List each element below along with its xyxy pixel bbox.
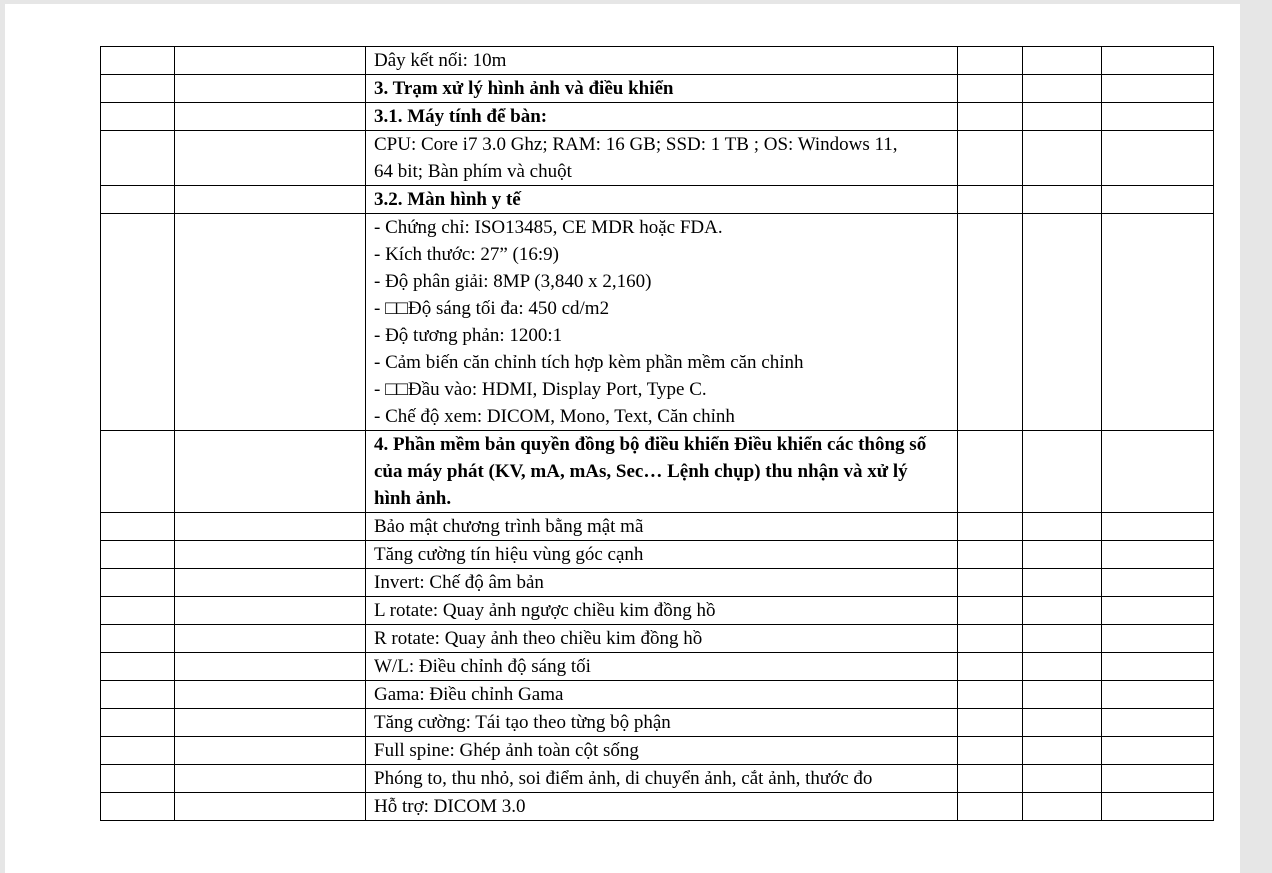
table-row: [101, 186, 1214, 214]
empty-cell: [1102, 431, 1214, 513]
empty-cell: [175, 186, 366, 214]
empty-cell: [1102, 75, 1214, 103]
description-cell: Tăng cường tín hiệu vùng góc cạnh: [366, 541, 958, 569]
empty-cell: [175, 765, 366, 793]
empty-cell: [958, 186, 1023, 214]
description-cell: L rotate: Quay ảnh ngược chiều kim đồng hồ: [366, 597, 958, 625]
empty-cell: [1023, 625, 1102, 653]
table-row: [101, 569, 1214, 597]
description-line: - Độ tương phản: 1200:1: [374, 325, 563, 346]
description-line: của máy phát (KV, mA, mAs, Sec… Lệnh chụp) thu nhận và xử lý: [374, 461, 908, 482]
description-cell: 3. Trạm xử lý hình ảnh và điều khiển: [366, 75, 958, 103]
empty-cell: [1102, 541, 1214, 569]
table-row: [101, 513, 1214, 541]
empty-cell: [1102, 47, 1214, 75]
empty-cell: [101, 75, 175, 103]
empty-cell: [958, 681, 1023, 709]
empty-cell: [958, 709, 1023, 737]
description-cell: Phóng to, thu nhỏ, soi điểm ảnh, di chuyển ảnh, cắt ảnh, thước đo: [366, 765, 958, 793]
empty-cell: [1102, 681, 1214, 709]
empty-cell: [1023, 681, 1102, 709]
empty-cell: [1023, 103, 1102, 131]
empty-cell: [175, 681, 366, 709]
empty-cell: [175, 103, 366, 131]
empty-cell: [175, 214, 366, 431]
table-row: [101, 214, 1214, 431]
empty-cell: [958, 214, 1023, 431]
empty-cell: [1102, 513, 1214, 541]
empty-cell: [101, 765, 175, 793]
empty-cell: [101, 625, 175, 653]
empty-cell: [175, 541, 366, 569]
empty-cell: [175, 431, 366, 513]
empty-cell: [101, 513, 175, 541]
description-cell: [366, 431, 958, 513]
empty-cell: [958, 103, 1023, 131]
description-cell: 3.2. Màn hình y tế: [366, 186, 958, 214]
empty-cell: [1023, 431, 1102, 513]
empty-cell: [101, 737, 175, 765]
empty-cell: [175, 793, 366, 821]
empty-cell: [175, 625, 366, 653]
empty-cell: [175, 131, 366, 186]
table-row: [101, 541, 1214, 569]
description-cell: Tăng cường: Tái tạo theo từng bộ phận: [366, 709, 958, 737]
description-cell: [366, 214, 958, 431]
description-line: - □□Độ sáng tối đa: 450 cd/m2: [374, 298, 610, 319]
empty-cell: [1023, 131, 1102, 186]
empty-cell: [101, 214, 175, 431]
empty-cell: [1102, 214, 1214, 431]
empty-cell: [958, 597, 1023, 625]
description-line: - Độ phân giải: 8MP (3,840 x 2,160): [374, 271, 652, 292]
description-cell: 3.1. Máy tính để bàn:: [366, 103, 958, 131]
empty-cell: [1102, 186, 1214, 214]
empty-cell: [101, 47, 175, 75]
empty-cell: [101, 569, 175, 597]
empty-cell: [1023, 541, 1102, 569]
empty-cell: [1023, 653, 1102, 681]
empty-cell: [175, 653, 366, 681]
description-line: 64 bit; Bàn phím và chuột: [374, 161, 572, 182]
empty-cell: [101, 653, 175, 681]
empty-cell: [958, 569, 1023, 597]
table-row: [101, 709, 1214, 737]
empty-cell: [101, 681, 175, 709]
description-cell: Hỗ trợ: DICOM 3.0: [366, 793, 958, 821]
description-cell: Full spine: Ghép ảnh toàn cột sống: [366, 737, 958, 765]
table-row: [101, 47, 1214, 75]
empty-cell: [101, 541, 175, 569]
empty-cell: [175, 47, 366, 75]
description-cell: Invert: Chế độ âm bản: [366, 569, 958, 597]
table-row: [101, 653, 1214, 681]
empty-cell: [101, 131, 175, 186]
table-row: [101, 793, 1214, 821]
empty-cell: [1102, 131, 1214, 186]
empty-cell: [1102, 765, 1214, 793]
empty-cell: [1102, 103, 1214, 131]
description-cell: Dây kết nối: 10m: [366, 47, 958, 75]
empty-cell: [1102, 793, 1214, 821]
empty-cell: [101, 709, 175, 737]
description-line: CPU: Core i7 3.0 Ghz; RAM: 16 GB; SSD: 1 TB ; OS: Windows 11,: [374, 134, 898, 155]
table-row: [101, 75, 1214, 103]
empty-cell: [101, 103, 175, 131]
table-row: [101, 625, 1214, 653]
table-row: [101, 431, 1214, 513]
empty-cell: [1102, 709, 1214, 737]
empty-cell: [175, 709, 366, 737]
description-line: - □□Đầu vào: HDMI, Display Port, Type C.: [374, 379, 707, 400]
description-line: hình ảnh.: [374, 488, 452, 509]
specification-table-body: [101, 47, 1214, 821]
empty-cell: [958, 765, 1023, 793]
description-cell: Gama: Điều chỉnh Gama: [366, 681, 958, 709]
empty-cell: [1023, 513, 1102, 541]
empty-cell: [958, 75, 1023, 103]
table-row: [101, 737, 1214, 765]
description-line: - Kích thước: 27” (16:9): [374, 244, 559, 265]
empty-cell: [1023, 597, 1102, 625]
empty-cell: [101, 793, 175, 821]
table-row: [101, 103, 1214, 131]
description-cell: Bảo mật chương trình bằng mật mã: [366, 513, 958, 541]
table-row: [101, 131, 1214, 186]
empty-cell: [101, 186, 175, 214]
empty-cell: [1023, 737, 1102, 765]
description-line: - Chứng chỉ: ISO13485, CE MDR hoặc FDA.: [374, 217, 723, 238]
description-cell: R rotate: Quay ảnh theo chiều kim đồng hồ: [366, 625, 958, 653]
empty-cell: [101, 597, 175, 625]
empty-cell: [1102, 625, 1214, 653]
empty-cell: [175, 513, 366, 541]
empty-cell: [175, 737, 366, 765]
empty-cell: [1023, 186, 1102, 214]
empty-cell: [1102, 597, 1214, 625]
empty-cell: [1023, 214, 1102, 431]
specification-table: [100, 46, 1214, 821]
empty-cell: [175, 597, 366, 625]
empty-cell: [958, 737, 1023, 765]
empty-cell: [101, 431, 175, 513]
table-row: [101, 765, 1214, 793]
empty-cell: [1102, 653, 1214, 681]
empty-cell: [958, 431, 1023, 513]
table-row: [101, 597, 1214, 625]
empty-cell: [175, 569, 366, 597]
empty-cell: [958, 541, 1023, 569]
empty-cell: [1023, 569, 1102, 597]
empty-cell: [958, 653, 1023, 681]
empty-cell: [1023, 709, 1102, 737]
empty-cell: [958, 513, 1023, 541]
table-row: [101, 681, 1214, 709]
empty-cell: [1023, 765, 1102, 793]
empty-cell: [1023, 75, 1102, 103]
empty-cell: [958, 131, 1023, 186]
empty-cell: [1102, 569, 1214, 597]
description-line: - Cảm biến căn chỉnh tích hợp kèm phần mềm căn chỉnh: [374, 352, 804, 373]
empty-cell: [958, 793, 1023, 821]
empty-cell: [958, 625, 1023, 653]
empty-cell: [1023, 47, 1102, 75]
description-cell: [366, 131, 958, 186]
document-page: [5, 4, 1240, 873]
empty-cell: [1102, 737, 1214, 765]
empty-cell: [1023, 793, 1102, 821]
description-line: 4. Phần mềm bản quyền đồng bộ điều khiển Điều khiển các thông số: [374, 434, 927, 455]
empty-cell: [175, 75, 366, 103]
description-cell: W/L: Điều chỉnh độ sáng tối: [366, 653, 958, 681]
empty-cell: [958, 47, 1023, 75]
description-line: - Chế độ xem: DICOM, Mono, Text, Căn chỉnh: [374, 406, 735, 427]
